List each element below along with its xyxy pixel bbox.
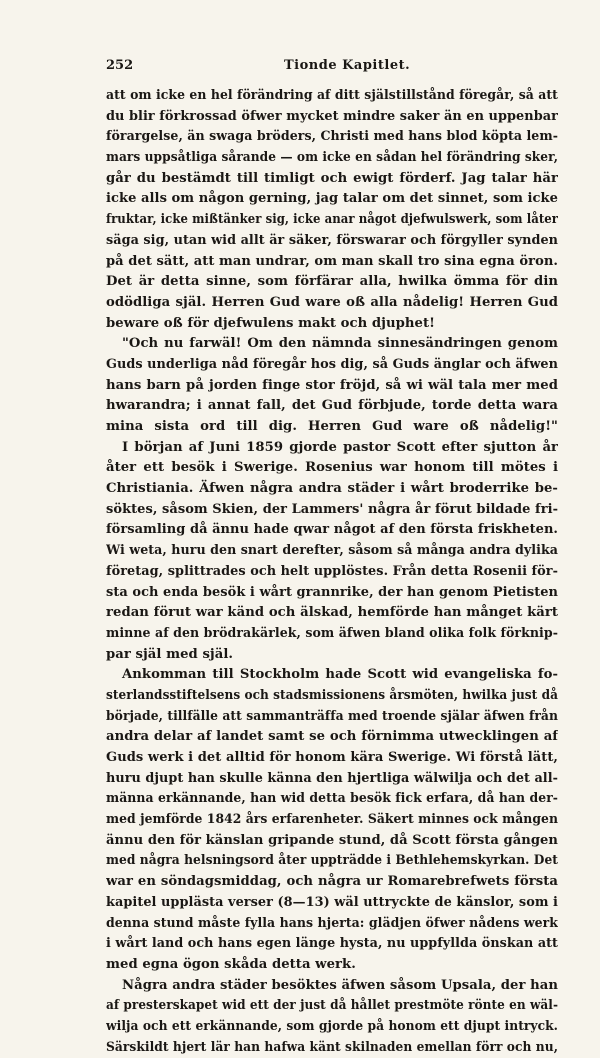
text-line: församling då ännu hade qwar något af den första friskheten. [106, 522, 558, 538]
text-line: beware oß för djefwulens makt och djuphet! [106, 315, 435, 331]
text-line: förargelse, än swaga bröders, Christi med hans blod köpta lem- [106, 129, 558, 145]
text-line: huru djupt han skulle känna den hjertliga wälwilja och det all- [106, 770, 558, 786]
text-line: männa erkännande, han wid detta besök fick erfara, då han der- [106, 791, 558, 807]
text-line: med några helsningsord åter uppträdde i Bethlehemskyrkan. Det [106, 853, 558, 869]
page-number: 252 [106, 58, 134, 73]
text-line: Guds werk i det alltid för honom kära Swerige. Wi förstå lätt, [106, 750, 558, 765]
text-line: mars uppsåtliga sårande — om icke en sådan hel förändring sker, [106, 150, 558, 166]
text-line: hans barn på jorden finge stor fröjd, så wi wäl tala mer med [106, 377, 558, 393]
text-line: att om icke en hel förändring af ditt själstillstånd föregår, så att [106, 88, 558, 103]
text-line: ännu den för känslan gripande stund, då Scott första gången [106, 832, 558, 848]
text-line: war en söndagsmiddag, och några ur Romarebrefwets första [106, 874, 558, 890]
text-line: Ankomman till Stockholm hade Scott wid evangeliska fo- [122, 667, 558, 683]
text-line: Särskildt hjert lär han hafwa känt skilnaden emellan förr och nu, [106, 1039, 558, 1055]
text-line: odödliga själ. Herren Gud ware oß alla nådelig! Herren Gud [106, 294, 558, 310]
text-line: säga sig, utan wid allt är säker, förswarar och förgyller synden [106, 232, 558, 248]
text-line: Christiania. Äfwen några andra städer i wårt broderrike be- [106, 481, 558, 497]
text-line: Några andra städer besöktes äfwen såsom Upsala, der han [122, 977, 558, 993]
text-line: redan förut war känd och älskad, hemförde han månget kärt [106, 605, 558, 621]
text-line: denna stund måste fylla hans hjerta: glädjen öfwer nådens werk [106, 915, 558, 931]
text-line: Guds underliga nåd föregår hos dig, så Guds änglar och äfwen [106, 356, 558, 372]
text-line: söktes, såsom Skien, der Lammers' några år förut bildade fri- [106, 501, 558, 517]
text-line: wilja och ett erkännande, som gjorde på honom ett djupt intryck. [106, 1018, 558, 1034]
text-line: par själ med själ. [106, 646, 234, 662]
running-title: Tionde Kapitlet. [284, 58, 411, 73]
text-line: hwarandra; i annat fall, det Gud förbjude, torde detta wara [106, 398, 558, 414]
text-line: i wårt land och hans egen länge hysta, nu uppfyllda önskan att [106, 936, 558, 952]
text-line: företag, splittrades och helt upplöstes. Från detta Rosenii för- [106, 563, 558, 579]
text-line: åter ett besök i Swerige. Rosenius war honom till mötes i [106, 460, 558, 476]
text-line: går du bestämdt till timligt och ewigt förderf. Jag talar här [106, 170, 558, 186]
text-line: fruktar, icke mißtänker sig, icke anar något djefwulswerk, som låter [106, 212, 558, 228]
text-line: på det sätt, att man undrar, om man skall tro sina egna öron. [106, 253, 558, 269]
text-line: sta och enda besök i wårt grannrike, der han genom Pietisten [106, 584, 558, 600]
text-line: började, tillfälle att sammanträffa med troende själar äfwen från [106, 708, 558, 724]
text-line: af presterskapet wid ett der just då hållet prestmöte rönte en wäl- [106, 998, 558, 1014]
text-line: Wi weta, huru den snart derefter, såsom så många andra dylika [106, 543, 558, 559]
text-line: kapitel upplästa verser (8—13) wäl uttryckte de känslor, som i [106, 894, 558, 910]
text-line: I början af Juni 1859 gjorde pastor Scott efter sjutton år [122, 439, 558, 455]
text-line: med egna ögon skåda detta werk. [106, 956, 356, 972]
running-head [106, 58, 556, 78]
body-text [106, 86, 558, 1058]
text-line: Det är detta sinne, som förfärar alla, hwilka ömma för din [106, 274, 558, 290]
text-line: "Och nu farwäl! Om den nämnda sinnesändringen genom [122, 336, 558, 352]
text-line: andra delar af landet samt se och förnimma utwecklingen af [106, 729, 558, 745]
text-line: icke alls om någon gerning, jag talar om det sinnet, som icke [106, 191, 558, 207]
text-line: du blir förkrossad öfwer mycket mindre saker än en uppenbar [106, 108, 558, 124]
text-line: minne af den brödrakärlek, som äfwen bland olika folk förknip- [106, 625, 558, 641]
text-line: mina sista ord till dig. Herren Gud ware oß nådelig!" [106, 419, 558, 434]
text-line: sterlandsstiftelsens och stadsmissionens årsmöten, hwilka just då [106, 687, 558, 703]
text-line: med jemförde 1842 års erfarenheter. Säkert minnes ock mången [106, 812, 558, 828]
